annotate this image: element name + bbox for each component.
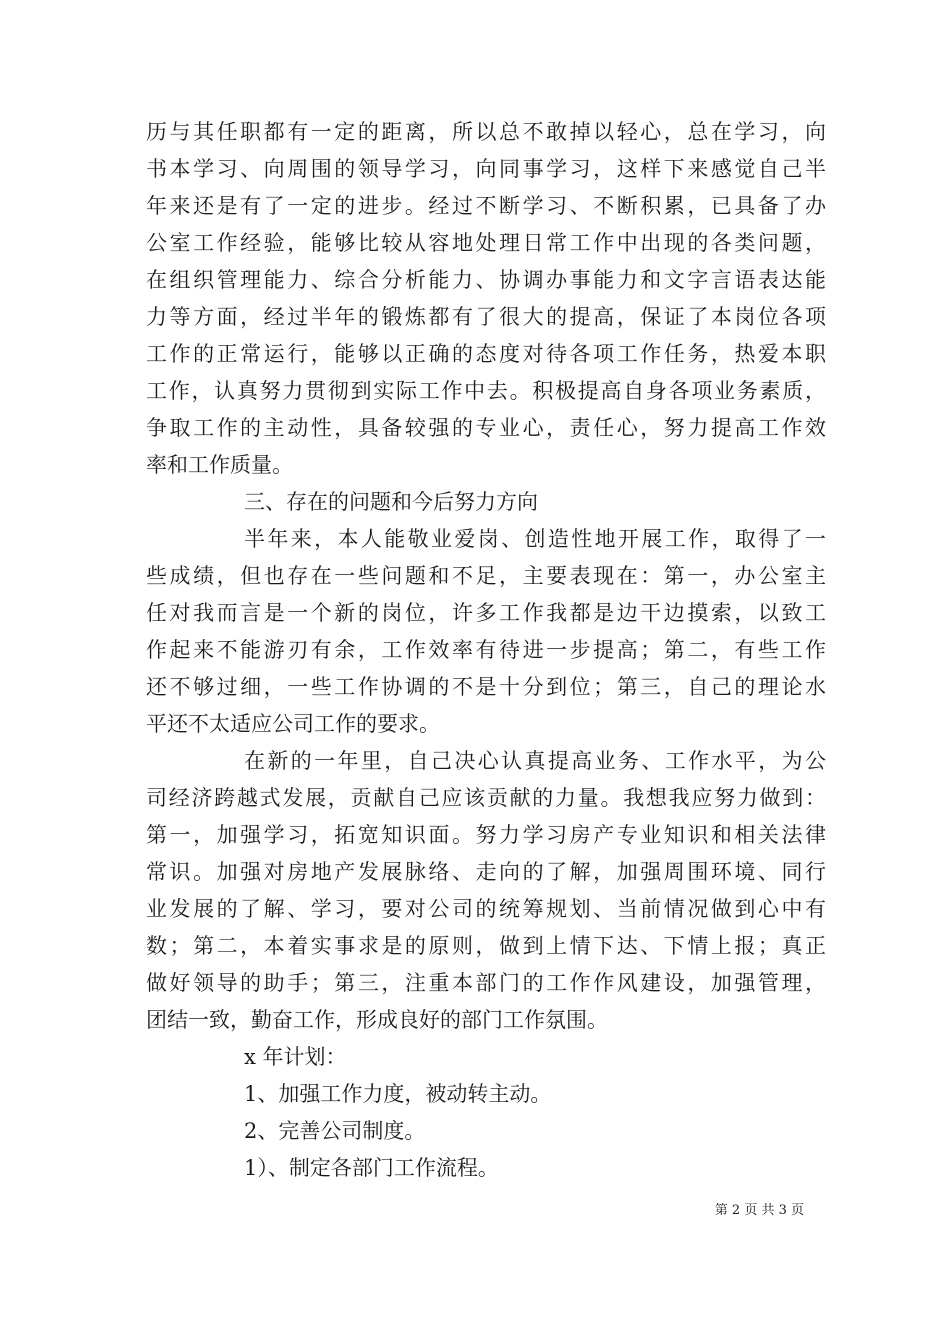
plan-heading: x 年计划：: [244, 1045, 347, 1069]
text-line: 工作，认真努力贯彻到实际工作中去。积极提高自身各项业务素质，: [146, 379, 826, 403]
plan-item: 1、加强工作力度，被动转主动。: [244, 1082, 552, 1106]
text-line: 公室工作经验，能够比较从容地处理日常工作中出现的各类问题，: [146, 231, 826, 255]
text-line: 平还不太适应公司工作的要求。: [146, 712, 440, 736]
body-text: [146, 114, 826, 1187]
text-line: 常识。加强对房地产发展脉络、走向的了解，加强周围环境、同行: [146, 860, 826, 884]
text-line: 作起来不能游刃有余，工作效率有待进一步提高；第二，有些工作: [146, 638, 826, 662]
text-line: 司经济跨越式发展，贡献自己应该贡献的力量。我想我应努力做到：: [146, 786, 826, 810]
text-line: 在新的一年里，自己决心认真提高业务、工作水平，为公: [244, 749, 826, 773]
text-line: 第一，加强学习，拓宽知识面。努力学习房产专业知识和相关法律: [146, 823, 826, 847]
text-line: 还不够过细，一些工作协调的不是十分到位；第三，自己的理论水: [146, 675, 826, 699]
text-line: 年来还是有了一定的进步。经过不断学习、不断积累，已具备了办: [146, 194, 826, 218]
text-line: 数；第二，本着实事求是的原则，做到上情下达、下情上报；真正: [146, 934, 826, 958]
text-line: 率和工作质量。: [146, 453, 293, 477]
page-footer: [715, 1203, 804, 1219]
text-line: 些成绩，但也存在一些问题和不足，主要表现在：第一，办公室主: [146, 564, 826, 588]
text-line: 在组织管理能力、综合分析能力、协调办事能力和文字言语表达能: [146, 268, 826, 292]
text-line: 力等方面，经过半年的锻炼都有了很大的提高，保证了本岗位各项: [146, 305, 826, 329]
text-line: 历与其任职都有一定的距离，所以总不敢掉以轻心，总在学习，向: [146, 120, 826, 144]
text-line: 书本学习、向周围的领导学习，向同事学习，这样下来感觉自己半: [146, 157, 826, 181]
page-indicator: 第 2 页 共 3 页: [714, 1203, 804, 1218]
text-line: 任对我而言是一个新的岗位，许多工作我都是边干边摸索，以致工: [146, 601, 826, 625]
section-heading: 三、存在的问题和今后努力方向: [244, 490, 538, 514]
plan-item: 2、完善公司制度。: [244, 1119, 426, 1143]
plan-subitem: 1）、制定各部门工作流程。: [244, 1156, 499, 1180]
text-line: 争取工作的主动性，具备较强的专业心，责任心，努力提高工作效: [146, 416, 826, 440]
text-line: 做好领导的助手；第三，注重本部门的工作作风建设，加强管理，: [146, 971, 826, 995]
text-line: 业发展的了解、学习，要对公司的统筹规划、当前情况做到心中有: [146, 897, 826, 921]
text-line: 工作的正常运行，能够以正确的态度对待各项工作任务，热爱本职: [146, 342, 826, 366]
text-line: 半年来，本人能敬业爱岗、创造性地开展工作，取得了一: [244, 527, 826, 551]
text-line: 团结一致，勤奋工作，形成良好的部门工作氛围。: [146, 1008, 608, 1032]
